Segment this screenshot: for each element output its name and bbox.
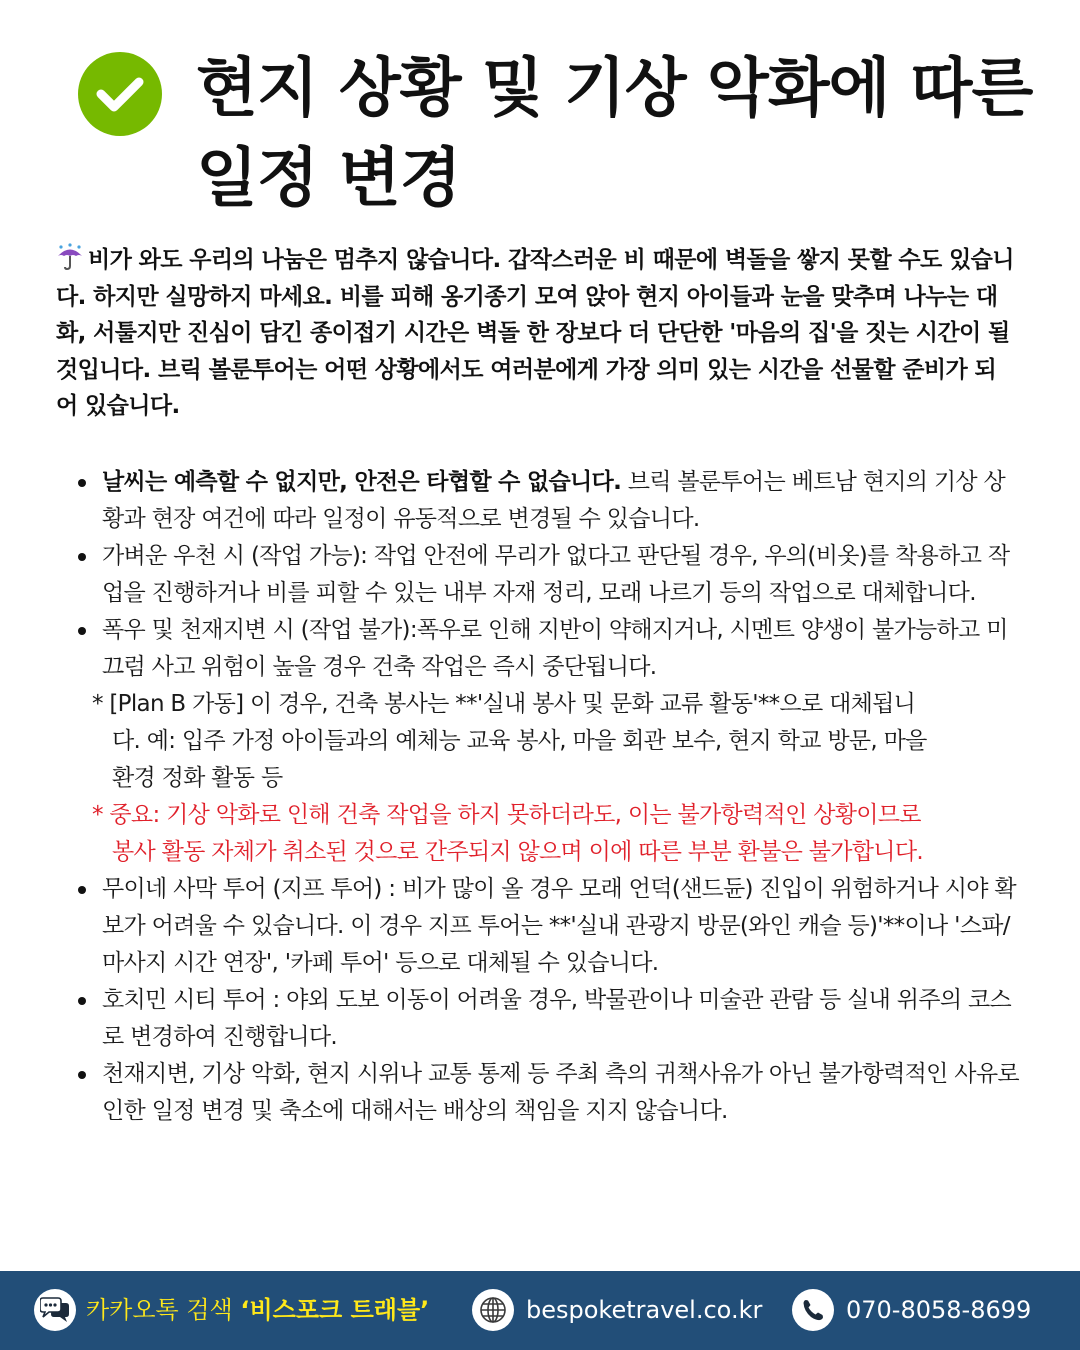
intro-text: 비가 와도 우리의 나눔은 멈추지 않습니다. 갑작스러운 비 때문에 벽돌을 쌓지 못할 수도 있습니다. 하지만 실망하지 마세요. 비를 피해 옹기종기 모여 앉아 현지 아이들과 눈을 맞추며 나누는 대화, 서툴지만 진심이 담긴 종이접기 시간은 벽돌 한 장보다 더 단단한 '마음의 집'을 짓는 시간이 될 것입니다. 브릭 볼룬투어는 어떤 상황에서도 여러분에게 가장 의미 있는 시간을 선물할 준비가 되어 있습니다. [56,247,1014,419]
important-refund-note: * 중요: 기상 악화로 인해 건축 작업을 하지 못하더라도, 이는 불가항력적인 상황이므로 봉사 활동 자체가 취소된 것으로 간주되지 않으며 이에 따른 부분 환불은 불가합니다. [92,802,923,865]
bullet-text: 브릭 볼룬투어는 베트남 현지의 기상 상황과 현장 여건에 따라 일정이 유동적으로 변경될 수 있습니다. [102,469,1006,532]
footer-contact-bar [0,1271,1080,1350]
list-item [74,982,1024,1056]
check-circle-icon [78,52,162,136]
bullet-text: 천재지변, 기상 악화, 현지 시위나 교통 통제 등 주최 측의 귀책사유가 아닌 불가항력적인 사유로 인한 일정 변경 및 축소에 대해서는 배상의 책임을 지지 않습니다. [102,1061,1019,1124]
list-item [74,871,1024,982]
list-item [74,612,1024,686]
chat-bubble-icon [34,1289,76,1331]
phone-number-link[interactable]: 070-8058-8699 [846,1296,1032,1324]
intro-paragraph [56,242,1016,425]
kakao-search-label[interactable] [86,1293,429,1327]
bullet-text: 가벼운 우천 시 (작업 가능): 작업 안전에 무리가 없다고 판단될 경우, 우의(비옷)를 착용하고 작업을 진행하거나 비를 피할 수 있는 내부 자재 정리, 모래 나르기 등의 작업으로 대체합니다. [102,543,1010,606]
umbrella-rain-icon [56,243,84,271]
bullet-bold-text: 날씨는 예측할 수 없지만, 안전은 타협할 수 없습니다. [102,469,622,495]
policy-list [74,464,1024,1130]
globe-icon [472,1289,514,1331]
bullet-text: 무이네 사막 투어 (지프 투어) : 비가 많이 올 경우 모래 언덕(샌드듄) 진입이 위험하거나 시야 확보가 어려울 수 있습니다. 이 경우 지프 투어는 **'실내 관광지 방문(와인 캐슬 등)'**이나 '스파/마사지 시간 연장', '카페 투어' 등으로 대체될 수 있습니다. [102,876,1016,976]
website-link[interactable]: bespoketravel.co.kr [526,1296,763,1324]
page-title: 현지 상황 및 기상 악화에 따른 일정 변경 [196,52,1033,216]
phone-icon [792,1289,834,1331]
bullet-text: 폭우 및 천재지변 시 (작업 불가):폭우로 인해 지반이 약해지거나, 시멘트 양생이 불가능하고 미끄럼 사고 위험이 높을 경우 건축 작업은 즉시 중단됩니다. [102,617,1008,680]
bullet-text: 호치민 시티 투어 : 야외 도보 이동이 어려울 경우, 박물관이나 미술관 관람 등 실내 위주의 코스로 변경하여 진행합니다. [102,987,1011,1050]
list-item [74,1056,1024,1130]
list-item [74,464,1024,538]
list-item [74,538,1024,612]
plan-b-note: * [Plan B 가동] 이 경우, 건축 봉사는 **'실내 봉사 및 문화 교류 활동'**으로 대체됩니다. 예: 입주 가정 아이들과의 예체능 교육 봉사, 마을 회관 보수, 현지 학교 방문, 마을 환경 정화 활동 등 [92,691,927,791]
kakao-prefix: 카카오톡 검색 [86,1296,241,1324]
kakao-channel-name: ‘비스포크 트래블’ [240,1296,430,1324]
